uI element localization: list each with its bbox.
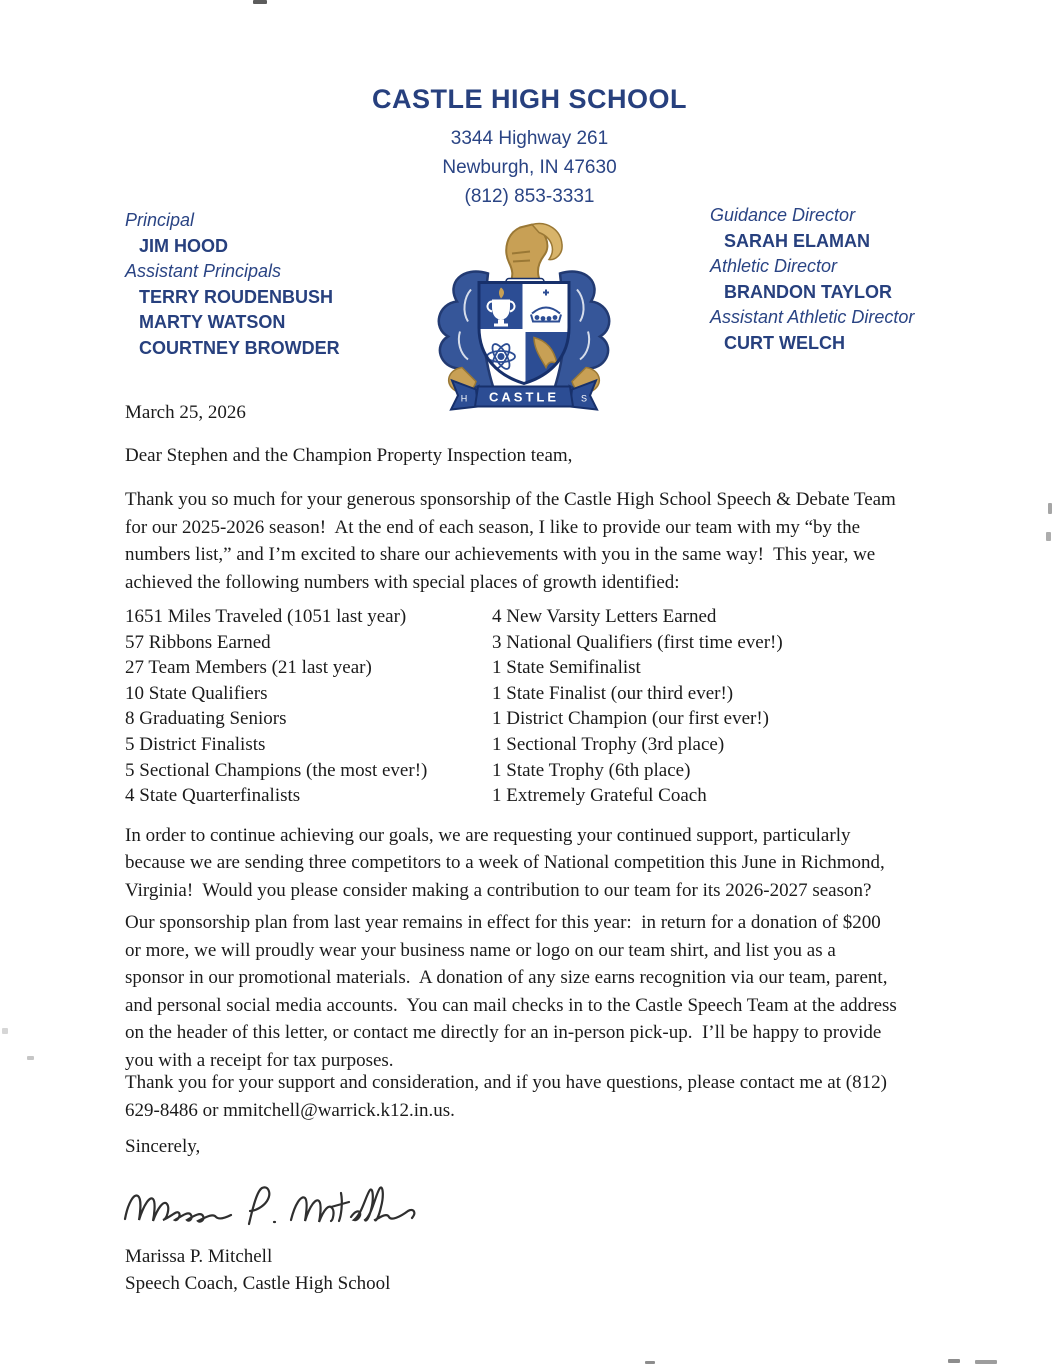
text-line: 629-8486 or mmitchell@warrick.k12.in.us.	[125, 1099, 455, 1121]
scan-artifact	[1046, 532, 1051, 541]
text-line: 1 State Finalist (our third ever!)	[492, 682, 734, 704]
scan-artifact	[253, 0, 267, 4]
text-line: sponsor in our promotional materials. A donation of any size earns recognition via our team, parent,	[125, 967, 888, 989]
staff-right	[710, 203, 914, 356]
text-line: 1 Sectional Trophy (3rd place)	[492, 733, 725, 755]
crest-shield	[479, 283, 569, 386]
text-line: 27 Team Members (21 last year)	[125, 657, 372, 679]
stats-column-right	[492, 604, 783, 809]
school-address	[0, 124, 1059, 211]
staff-title: Assistant Athletic Director	[710, 307, 915, 327]
text-line: 8 Graduating Seniors	[125, 708, 287, 730]
text-line: 4 State Quarterfinalists	[125, 785, 301, 807]
letter-body	[125, 401, 985, 1297]
scan-artifact	[2, 1028, 8, 1034]
text-line: Thank you so much for your generous sponsorship of the Castle High School Speech & Debate Team	[125, 489, 896, 510]
crest-banner-right-letter: S	[580, 393, 588, 404]
crest-banner-left-letter: H	[460, 393, 468, 404]
signer-title: Speech Coach, Castle High School	[125, 1273, 391, 1295]
scan-artifact	[27, 1056, 34, 1060]
text-line: 1 State Semifinalist	[492, 657, 641, 679]
staff-title: Assistant Principals	[125, 261, 282, 281]
text-line: 5 District Finalists	[125, 733, 266, 755]
season-stats	[125, 604, 985, 809]
crest-helmet-icon	[506, 224, 562, 281]
text-line: 5 Sectional Champions (the most ever!)	[125, 759, 428, 781]
text-line: 1 District Champion (our first ever!)	[492, 708, 770, 730]
address-line: Newburgh, IN 47630	[442, 157, 617, 178]
staff-name: TERRY ROUDENBUSH	[139, 286, 334, 307]
paragraph-request	[125, 822, 985, 905]
text-line: for our 2025-2026 season! At the end of each season, I like to provide our team with my “by the	[125, 516, 861, 538]
text-line: on the header of this letter, or contact me directly for an in-person pick-up. I’ll be happy to provide	[125, 1022, 882, 1044]
paragraph-contact	[125, 1069, 985, 1124]
school-name: CASTLE HIGH SCHOOL	[371, 84, 687, 114]
text-line: 57 Ribbons Earned	[125, 631, 271, 653]
salutation: Dear Stephen and the Champion Property Inspection team,	[125, 445, 573, 466]
text-line: Thank you for your support and consideration, and if you have questions, please contact me at (812)	[125, 1072, 887, 1094]
signer-name: Marissa P. Mitchell	[125, 1246, 273, 1268]
staff-name: JIM HOOD	[139, 235, 229, 256]
text-line: 1 Extremely Grateful Coach	[492, 785, 707, 807]
staff-title: Athletic Director	[710, 256, 838, 276]
staff-name: BRANDON TAYLOR	[724, 281, 893, 302]
text-line: 1651 Miles Traveled (1051 last year)	[125, 606, 407, 627]
text-line: 3 National Qualifiers (first time ever!)	[492, 631, 783, 653]
paragraph-intro	[125, 486, 985, 596]
stats-column-left	[125, 604, 492, 809]
scan-artifact	[948, 1359, 960, 1363]
scan-artifact	[1048, 503, 1052, 514]
staff-title: Guidance Director	[710, 205, 856, 225]
text-line: and personal social media accounts. You can mail checks in to the Castle Speech Team at the address	[125, 994, 897, 1016]
letterhead	[0, 84, 1059, 211]
paragraph-sponsorship-plan	[125, 909, 985, 1074]
text-line: or more, we will proudly wear your business name or logo on our team shirt, and list you as a	[125, 939, 836, 961]
text-line: 10 State Qualifiers	[125, 682, 268, 704]
address-line: 3344 Highway 261	[450, 128, 609, 149]
text-line: because we are sending three competitors to a week of National competition this June in Richmond,	[125, 852, 885, 874]
signature-handwriting	[119, 1167, 429, 1241]
school-crest-icon	[424, 218, 624, 416]
text-line: achieved the following numbers with special places of growth identified:	[125, 571, 680, 593]
crest-banner-text: CASTLE	[489, 389, 559, 405]
school-phone: (812) 853-3331	[464, 186, 595, 207]
scan-artifact	[975, 1360, 997, 1364]
letter-date: March 25, 2026	[125, 402, 246, 423]
staff-name: MARTY WATSON	[139, 312, 286, 332]
staff-name: SARAH ELAMAN	[724, 230, 870, 251]
text-line: In order to continue achieving our goals, we are requesting your continued support, particularly	[125, 824, 851, 846]
closing: Sincerely,	[125, 1136, 201, 1158]
staff-name: CURT WELCH	[724, 332, 845, 353]
text-line: 1 State Trophy (6th place)	[492, 759, 691, 781]
text-line: Virginia! Would you please consider making a contribution to our team for its 2026-2027 season?	[125, 879, 872, 901]
staff-name: COURTNEY BROWDER	[139, 337, 340, 358]
staff-left	[125, 208, 340, 361]
text-line: you with a receipt for tax purposes.	[125, 1049, 394, 1071]
text-line: Our sponsorship plan from last year remains in effect for this year: in return for a donation of $200	[125, 912, 881, 934]
staff-title: Principal	[125, 210, 195, 230]
scan-artifact	[645, 1361, 655, 1364]
text-line: 4 New Varsity Letters Earned	[492, 606, 717, 627]
text-line: numbers list,” and I’m excited to share our achievements with you in the same way! This year, we	[125, 544, 876, 565]
